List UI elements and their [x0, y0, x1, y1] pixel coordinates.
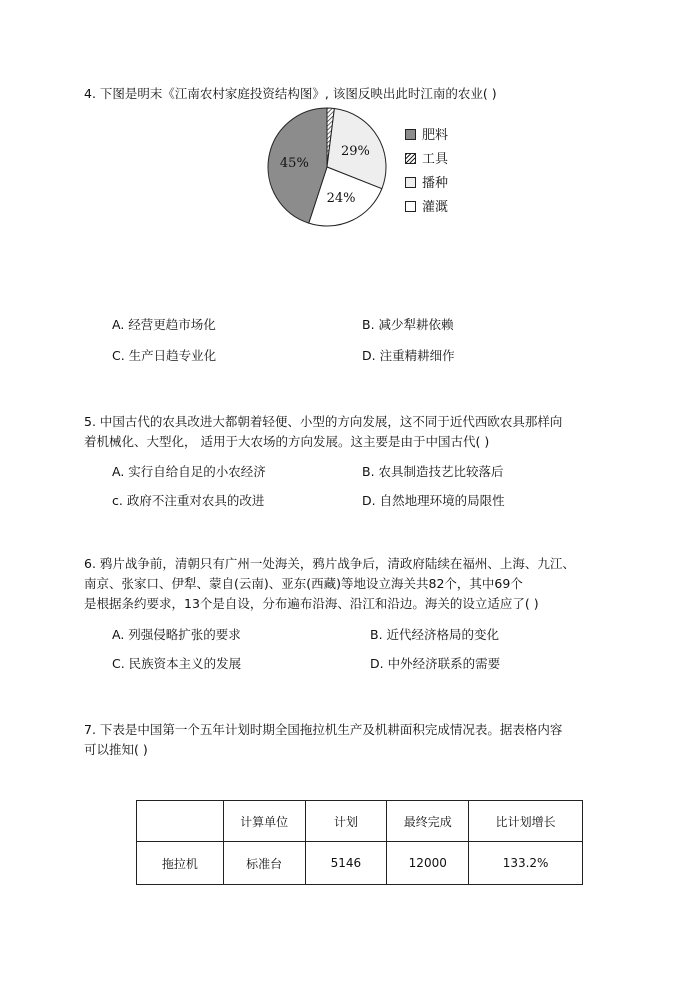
legend-swatch-sowing	[405, 177, 416, 188]
legend-swatch-tools	[405, 153, 416, 164]
q6-stem-line3: 是根据条约要求，13个是自设，分布遍布沿海、沿江和沿边。海关的设立适应了( )	[84, 596, 539, 611]
table-header-cell	[137, 801, 224, 842]
tractor-table	[136, 800, 583, 885]
table-header-cell: 计算单位	[223, 801, 305, 842]
q5-stem-line2: 着机械化、大型化， 适用于大农场的方向发展。这主要是由于中国古代( )	[84, 434, 490, 449]
q5-option-b: B. 农具制造技艺比较落后	[362, 464, 504, 479]
legend-swatch-fertilizer	[405, 129, 416, 140]
q6-option-d: D. 中外经济联系的需要	[370, 656, 501, 671]
q4-option-a: A. 经营更趋市场化	[112, 317, 216, 332]
legend-label: 播种	[422, 176, 449, 191]
q6-option-b: B. 近代经济格局的变化	[370, 627, 500, 642]
q5-stem-line1: 5. 中国古代的农具改进大都朝着轻便、小型的方向发展，这不同于近代西欧农具那样向	[84, 414, 563, 429]
pie-label-irrigation: 24%	[326, 190, 356, 206]
q4-option-d: D. 注重精耕细作	[362, 348, 455, 363]
q5-option-d: D. 自然地理环境的局限性	[362, 493, 505, 508]
table-header-cell: 计划	[305, 801, 387, 842]
legend-swatch-irrigation	[405, 201, 416, 212]
pie-chart-svg	[262, 106, 397, 231]
legend-item-irrigation	[405, 200, 448, 216]
legend-item-fertilizer	[405, 128, 448, 144]
legend-item-sowing	[405, 176, 448, 192]
table-cell: 拖拉机	[137, 842, 224, 885]
q5-option-a: A. 实行自给自足的小农经济	[112, 464, 266, 479]
table-header-cell: 最终完成	[387, 801, 469, 842]
table-cell: 5146	[305, 842, 387, 885]
pie-label-fertilizer: 45%	[279, 155, 309, 171]
q7-stem-line1: 7. 下表是中国第一个五年计划时期全国拖拉机生产及机耕面积完成情况表。据表格内容	[84, 722, 563, 737]
legend-label: 工具	[422, 152, 449, 167]
table-cell: 12000	[387, 842, 469, 885]
table-cell: 133.2%	[469, 842, 583, 885]
q4-option-b: B. 减少犁耕依赖	[362, 317, 454, 332]
q4-option-c: C. 生产日趋专业化	[112, 348, 217, 363]
table-row	[137, 842, 583, 885]
table-header-row	[137, 801, 583, 842]
legend-label: 灌溉	[422, 200, 449, 215]
table-header-cell: 比计划增长	[469, 801, 583, 842]
q4-stem: 4. 下图是明末《江南农村家庭投资结构图》, 该图反映出此时江南的农业( )	[84, 86, 497, 101]
table-cell: 标准台	[223, 842, 305, 885]
q7-stem-line2: 可以推知( )	[84, 742, 148, 757]
legend-item-tools	[405, 152, 448, 168]
pie-label-sowing: 29%	[340, 144, 370, 160]
q5-option-c: c. 政府不注重对农具的改进	[112, 493, 265, 508]
q6-stem-line2: 南京、张家口、伊犁、蒙自(云南)、亚东(西藏)等地设立海关共82个，其中69个	[84, 576, 523, 591]
legend-label: 肥料	[422, 128, 449, 143]
q6-option-c: C. 民族资本主义的发展	[112, 656, 242, 671]
pie-chart	[262, 106, 397, 231]
q6-option-a: A. 列强侵略扩张的要求	[112, 627, 241, 642]
q6-stem-line1: 6. 鸦片战争前，清朝只有广州一处海关，鸦片战争后，清政府陆续在福州、上海、九江、	[84, 556, 575, 571]
